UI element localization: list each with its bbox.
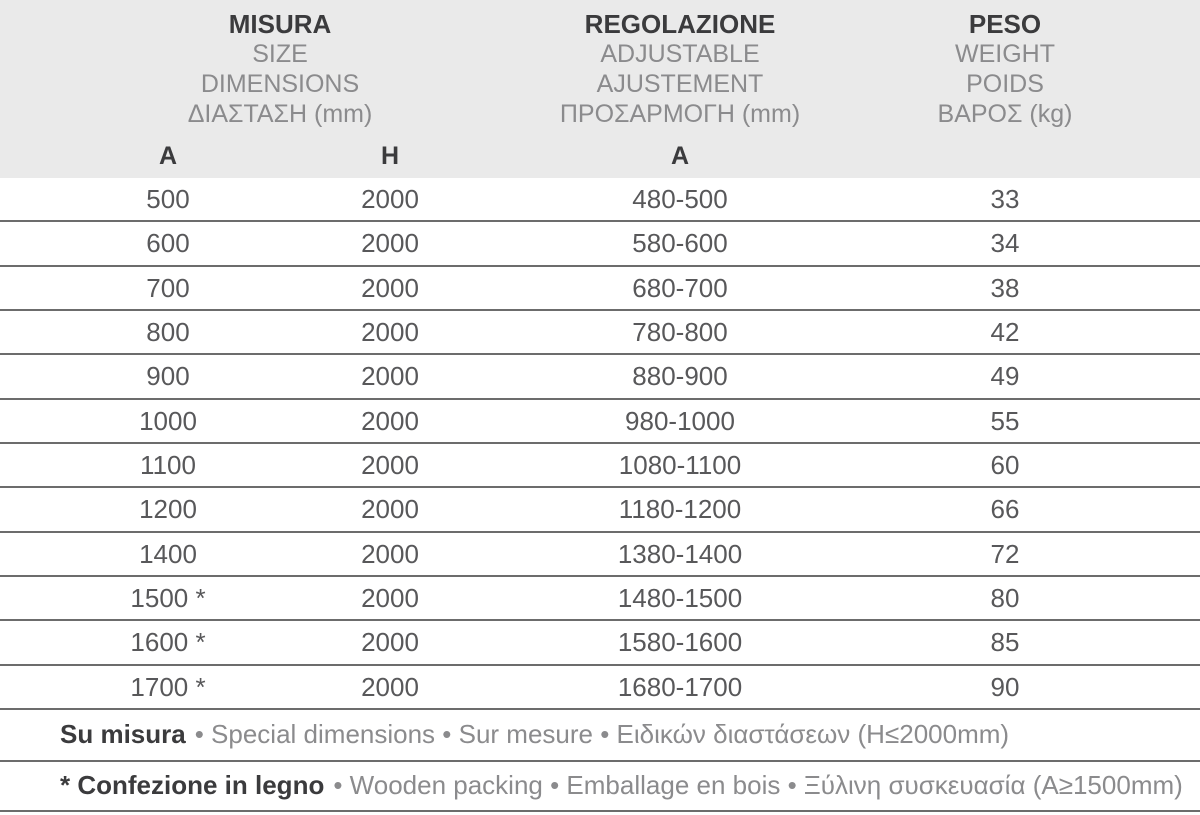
cell-adjust-a: 1080-1100: [618, 449, 742, 480]
header-size-it: MISURA: [228, 9, 332, 39]
cell-weight: 60: [990, 449, 1020, 480]
cell-size-h: 2000: [361, 228, 419, 259]
cell-size-a: 1400: [139, 538, 197, 569]
table-row: [0, 355, 1200, 399]
cell-size-a: 700: [146, 272, 190, 303]
table-header: [0, 0, 1200, 178]
cell-size-h: 2000: [361, 272, 419, 303]
cell-adjust-a: 480-500: [632, 184, 728, 214]
cell-size-h: 2000: [361, 361, 419, 392]
cell-weight: 38: [990, 272, 1020, 303]
cell-size-a: 1200: [139, 494, 197, 525]
header-weight-it: PESO: [968, 9, 1042, 39]
table-row: [0, 444, 1200, 488]
cell-weight: 49: [990, 361, 1020, 392]
footnote-text: • Wooden packing • Emballage en bois • Ξύλινη συσκευασία (A≥1500mm): [333, 770, 1183, 801]
footnote-custom-dimensions: [0, 710, 1200, 762]
cell-weight: 42: [990, 316, 1020, 347]
table-row: [0, 222, 1200, 266]
cell-size-a: 1600 *: [130, 627, 206, 658]
col-header-adjustable: [560, 9, 800, 129]
header-adjust-en: ADJUSTABLE: [600, 40, 760, 68]
table-row: [0, 178, 1200, 222]
header-size-gr: ΔΙΑΣΤΑΣΗ (mm): [187, 100, 373, 128]
cell-size-a: 500: [146, 184, 190, 214]
header-size-en: SIZE: [252, 40, 308, 68]
cell-size-h: 2000: [361, 671, 419, 702]
cell-adjust-a: 1680-1700: [617, 671, 743, 702]
table-row: [0, 400, 1200, 444]
header-size-fr: DIMENSIONS: [200, 70, 360, 98]
cell-size-h: 2000: [361, 316, 419, 347]
col-header-weight: [938, 9, 1073, 129]
cell-size-h: 2000: [361, 627, 419, 658]
cell-size-a: 1700 *: [130, 671, 206, 702]
cell-adjust-a: 1380-1400: [617, 538, 743, 569]
header-weight-en: WEIGHT: [955, 40, 1055, 68]
cell-size-h: 2000: [361, 405, 419, 436]
cell-adjust-a: 680-700: [632, 272, 728, 303]
cell-size-h: 2000: [361, 184, 419, 214]
footnote-lead: Su misura: [60, 719, 186, 750]
table-row: [0, 621, 1200, 665]
cell-weight: 34: [990, 228, 1020, 259]
table-body: [0, 178, 1200, 710]
header-weight-gr: ΒΑΡΟΣ (kg): [937, 100, 1073, 128]
cell-adjust-a: 780-800: [632, 316, 728, 347]
cell-adjust-a: 880-900: [632, 361, 728, 392]
table-row: [0, 311, 1200, 355]
cell-weight: 55: [990, 405, 1020, 436]
col-header-size: [188, 9, 373, 129]
footnote-lead: * Confezione in legno: [60, 770, 325, 801]
footnote-wooden-packing: [0, 762, 1200, 812]
cell-weight: 90: [990, 671, 1020, 702]
cell-adjust-a: 580-600: [632, 228, 728, 259]
cell-weight: 33: [990, 184, 1020, 214]
cell-size-a: 900: [146, 361, 190, 392]
cell-weight: 80: [990, 582, 1020, 613]
subcolumn-size-a: A: [158, 142, 178, 170]
footnote-text: • Special dimensions • Sur mesure • Ειδικών διαστάσεων (H≤2000mm): [194, 719, 1010, 750]
subcolumn-adjust-a: A: [670, 142, 690, 170]
cell-size-a: 1000: [139, 405, 197, 436]
table-row: [0, 533, 1200, 577]
cell-size-a: 600: [146, 228, 190, 259]
cell-adjust-a: 980-1000: [625, 405, 735, 436]
cell-size-h: 2000: [361, 538, 419, 569]
cell-size-a: 1500 *: [130, 582, 206, 613]
subcolumn-size-h: H: [380, 142, 400, 170]
table-row: [0, 488, 1200, 532]
cell-adjust-a: 1480-1500: [617, 582, 743, 613]
cell-size-h: 2000: [361, 449, 419, 480]
cell-adjust-a: 1180-1200: [618, 494, 742, 525]
header-adjust-it: REGOLAZIONE: [584, 9, 776, 39]
cell-weight: 72: [990, 538, 1020, 569]
cell-size-a: 1100: [140, 449, 196, 480]
table-row: [0, 666, 1200, 710]
table-row: [0, 577, 1200, 621]
cell-adjust-a: 1580-1600: [617, 627, 743, 658]
header-adjust-fr: AJUSTEMENT: [596, 70, 764, 98]
cell-weight: 85: [990, 627, 1020, 658]
header-weight-fr: POIDS: [966, 70, 1044, 98]
table-row: [0, 267, 1200, 311]
cell-size-a: 800: [146, 316, 190, 347]
cell-size-h: 2000: [361, 494, 419, 525]
cell-size-h: 2000: [361, 582, 419, 613]
cell-weight: 66: [990, 494, 1020, 525]
header-adjust-gr: ΠΡΟΣΑΡΜΟΓΗ (mm): [559, 100, 801, 128]
